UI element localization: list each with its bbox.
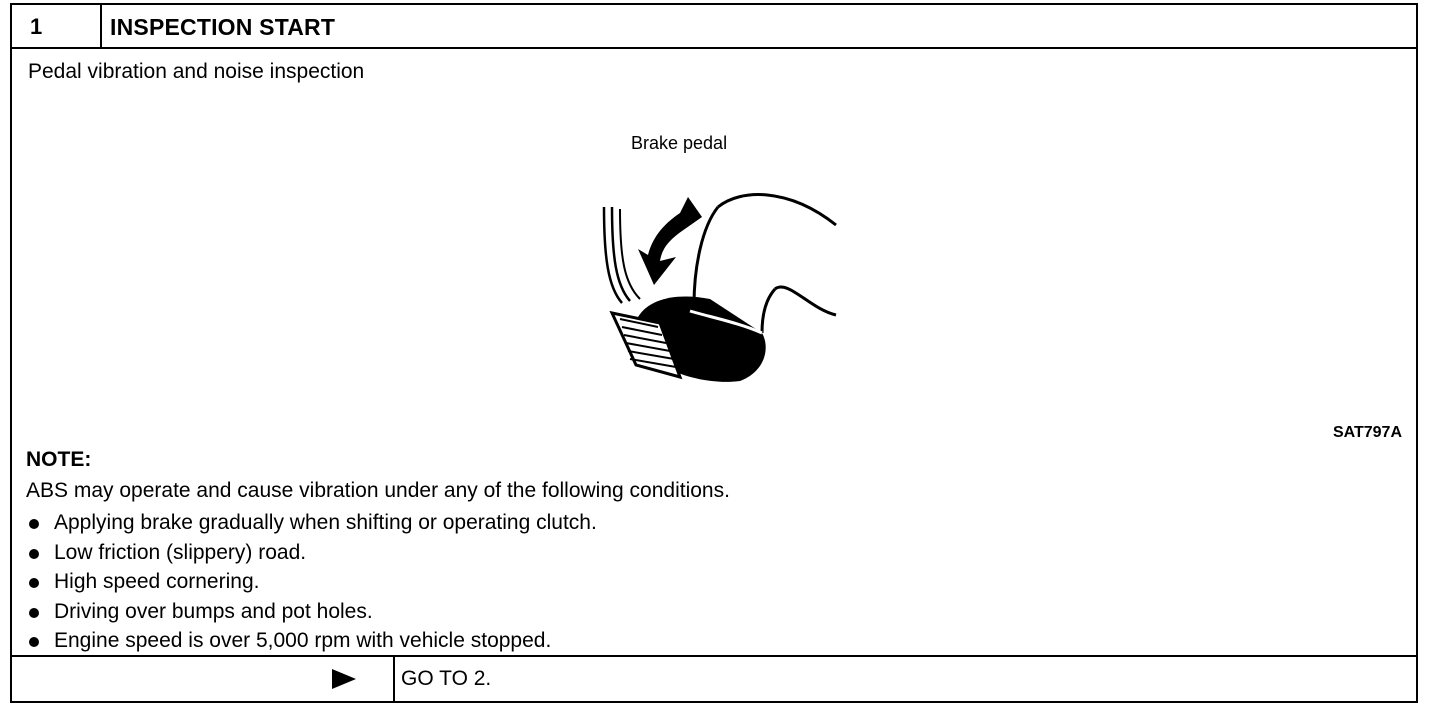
bullet-icon <box>29 637 39 647</box>
header-divider <box>100 5 102 47</box>
step-number: 1 <box>30 14 43 39</box>
list-item <box>26 567 597 597</box>
note-intro: ABS may operate and cause vibration under any of the following conditions. <box>26 479 730 502</box>
list-item-text: Engine speed is over 5,000 rpm with vehicle stopped. <box>54 629 552 652</box>
list-item-text: Applying brake gradually when shifting or operating clutch. <box>54 511 597 534</box>
list-item <box>26 538 597 568</box>
bullet-icon <box>29 578 39 588</box>
list-item-text: Driving over bumps and pot holes. <box>54 599 373 623</box>
figure-label: Brake pedal <box>631 133 728 153</box>
bullet-icon <box>29 549 39 559</box>
note-condition-list <box>26 508 597 656</box>
bullet-icon <box>29 608 39 618</box>
step-title: INSPECTION START <box>110 14 336 40</box>
step-footer <box>12 655 1416 701</box>
step-header <box>12 5 1416 49</box>
step-description: Pedal vibration and noise inspection <box>28 60 365 83</box>
bullet-icon <box>29 519 39 529</box>
list-item-text: Low friction (slippery) road. <box>54 540 307 564</box>
footer-divider <box>393 657 395 701</box>
play-arrow-icon <box>332 669 356 689</box>
figure-code: SAT797A <box>1332 424 1402 441</box>
note-title: NOTE: <box>26 448 92 471</box>
inspection-step-table <box>10 3 1418 703</box>
goto-next-step-link[interactable]: GO TO 2. <box>401 667 492 690</box>
list-item <box>26 626 597 656</box>
list-item-text: High speed cornering. <box>54 570 260 593</box>
brake-pedal-illustration <box>590 187 840 387</box>
list-item <box>26 597 597 627</box>
list-item <box>26 508 597 538</box>
